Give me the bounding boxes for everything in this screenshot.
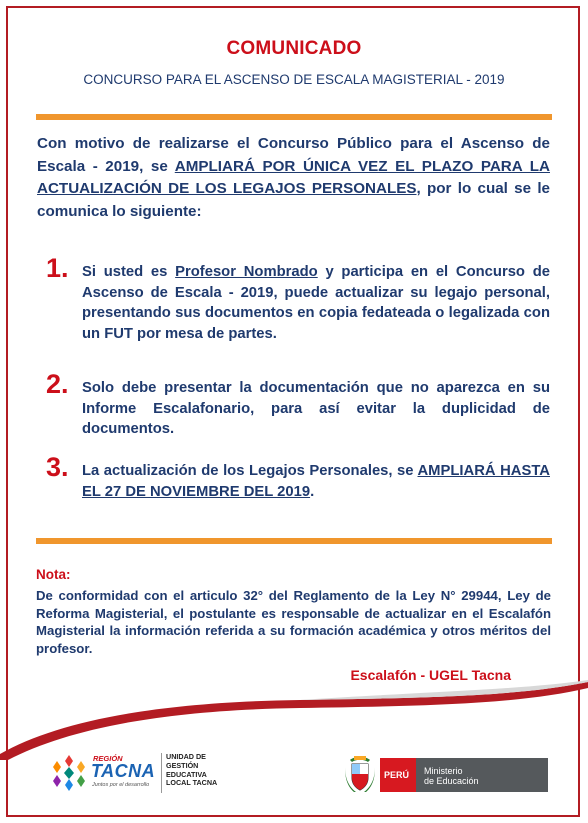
- document-subtitle: CONCURSO PARA EL ASCENSO DE ESCALA MAGISTERIAL - 2019: [83, 72, 505, 87]
- item-text: Si usted es Profesor Nombrado y participa en el Concurso de Ascenso de Escala - 2019, puede actualizar su legajo personal, presentando sus documentos en copia fedateada o legalizada con un FUT por mesa de partes.: [82, 264, 550, 342]
- intro-text-end: , por lo cual se le comunica lo siguiente:: [37, 180, 550, 220]
- region-small-label: REGIÓN: [93, 754, 123, 763]
- region-slogan: Juntos por el desarrollo: [92, 782, 150, 788]
- intro-text-start: Con motivo de realizarse el Concurso Público para el Ascenso de Escala - 2019, se: [37, 135, 550, 175]
- item-number: 2.: [46, 369, 69, 399]
- orange-divider-bottom: [36, 538, 552, 544]
- red-swoosh-decoration: [0, 680, 588, 760]
- item-emphasis: Profesor Nombrado: [175, 264, 318, 280]
- item-number: 1.: [46, 253, 69, 283]
- item-number: 3.: [46, 452, 69, 482]
- document-title: COMUNICADO: [226, 38, 362, 59]
- peru-coat-of-arms-icon: [344, 756, 376, 794]
- peru-label-box: PERÚ: [380, 758, 416, 792]
- signature: Escalafón - UGEL Tacna: [350, 667, 511, 683]
- item-emphasis: AMPLIARÁ HASTA EL 27 DE NOVIEMBRE DEL 2019: [82, 463, 550, 500]
- item-text: La actualización de los Legajos Personales, se AMPLIARÁ HASTA EL 27 DE NOVIEMBRE DEL 2019.: [82, 463, 550, 500]
- ministerio-educacion-logo: [344, 756, 549, 794]
- logo-separator: [161, 753, 162, 793]
- item-text: Solo debe presentar la documentación que no aparezca en su Informe Escalafonario, para así evitar la duplicidad de documentos.: [82, 380, 550, 438]
- region-name: TACNA: [91, 761, 156, 781]
- intro-paragraph: [37, 133, 550, 223]
- nota-label: Nota:: [36, 567, 71, 582]
- ugel-label: UNIDAD DE GESTIÓN EDUCATIVA LOCAL TACNA: [166, 752, 218, 788]
- region-tacna-logo-icon: [48, 752, 90, 794]
- ministerio-label-box: Ministerio de Educación: [416, 758, 548, 792]
- region-tacna-logo: [48, 750, 248, 796]
- orange-divider-top: [36, 114, 552, 120]
- intro-emphasis: AMPLIARÁ POR ÚNICA VEZ EL PLAZO PARA LA ACTUALIZACIÓN DE LOS LEGAJOS PERSONALES: [37, 157, 550, 198]
- nota-text: De conformidad con el articulo 32° del Reglamento de la Ley N° 29944, Ley de Reforma Magisterial, el postulante es responsable de actualizar en el Escalafón Magisterial la información referida a su formación académica y otros méritos del profesor.: [36, 588, 551, 656]
